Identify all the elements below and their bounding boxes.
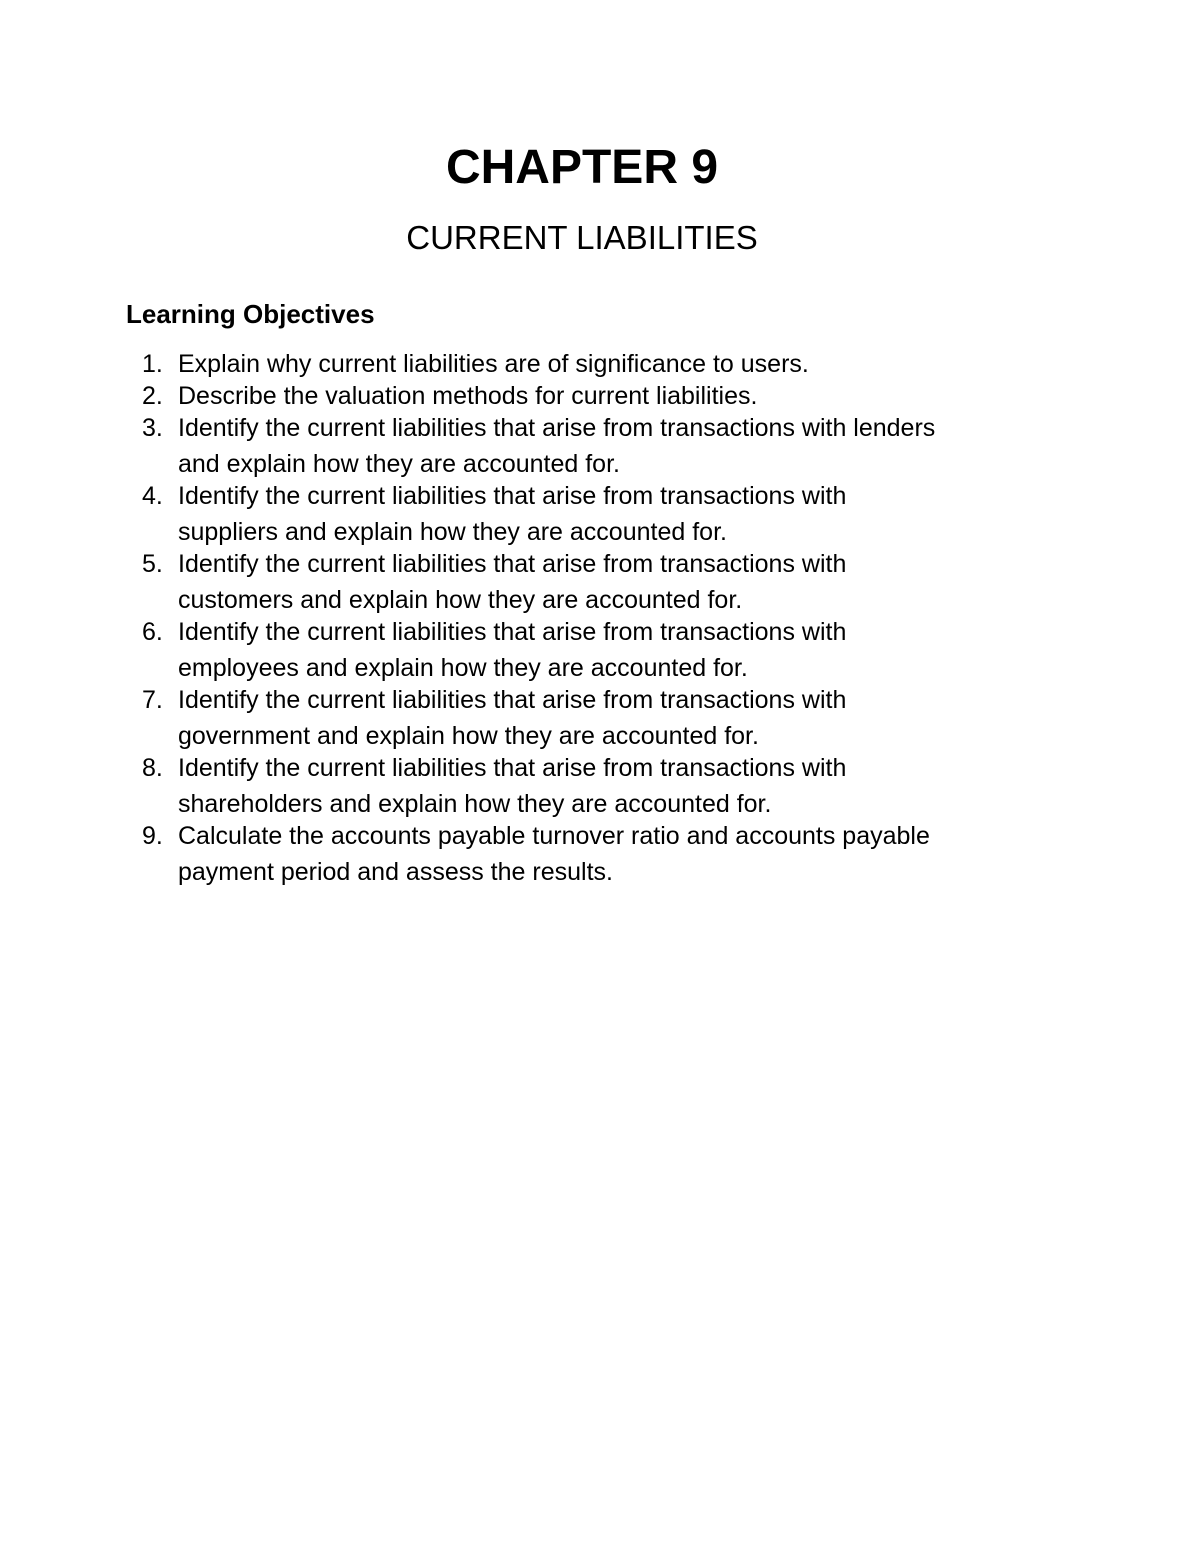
- list-item: [126, 378, 946, 414]
- list-item: [126, 750, 946, 822]
- list-item-text: Identify the current liabilities that arise from transactions with lenders and explain how they are accounted for.: [178, 414, 936, 478]
- list-item-number: 4.: [142, 482, 163, 510]
- list-item-number: 7.: [142, 686, 163, 714]
- list-item-number: 1.: [142, 350, 163, 378]
- list-item-text: Identify the current liabilities that arise from transactions with government and explain how they are accounted for.: [178, 686, 847, 750]
- list-item-text: Identify the current liabilities that arise from transactions with shareholders and explain how they are accounted for.: [178, 754, 847, 818]
- list-item: [126, 346, 946, 382]
- list-item: [126, 478, 946, 550]
- chapter-title: CHAPTER 9: [445, 141, 719, 194]
- list-item-number: 8.: [142, 754, 163, 782]
- list-item-number: 5.: [142, 550, 163, 578]
- list-item-number: 3.: [142, 414, 163, 442]
- objectives-heading: Learning Objectives: [126, 299, 375, 329]
- list-item-number: 6.: [142, 618, 163, 646]
- list-item-number: 9.: [142, 822, 163, 850]
- list-item-text: Identify the current liabilities that arise from transactions with employees and explain how they are accounted for.: [178, 618, 847, 682]
- list-item-text: Identify the current liabilities that arise from transactions with suppliers and explain how they are accounted for.: [178, 482, 847, 546]
- list-item: [126, 682, 946, 754]
- objectives-list: [126, 346, 946, 886]
- list-item-text: Describe the valuation methods for current liabilities.: [178, 382, 758, 410]
- list-item: [126, 614, 946, 686]
- list-item-number: 2.: [142, 382, 163, 410]
- list-item-text: Calculate the accounts payable turnover ratio and accounts payable payment period and assess the results.: [178, 822, 930, 886]
- list-item-text: Explain why current liabilities are of significance to users.: [178, 350, 809, 378]
- list-item: [126, 818, 946, 890]
- chapter-subtitle: CURRENT LIABILITIES: [406, 219, 758, 256]
- list-item-text: Identify the current liabilities that arise from transactions with customers and explain how they are accounted for.: [178, 550, 847, 614]
- list-item: [126, 546, 946, 618]
- list-item: [126, 410, 946, 482]
